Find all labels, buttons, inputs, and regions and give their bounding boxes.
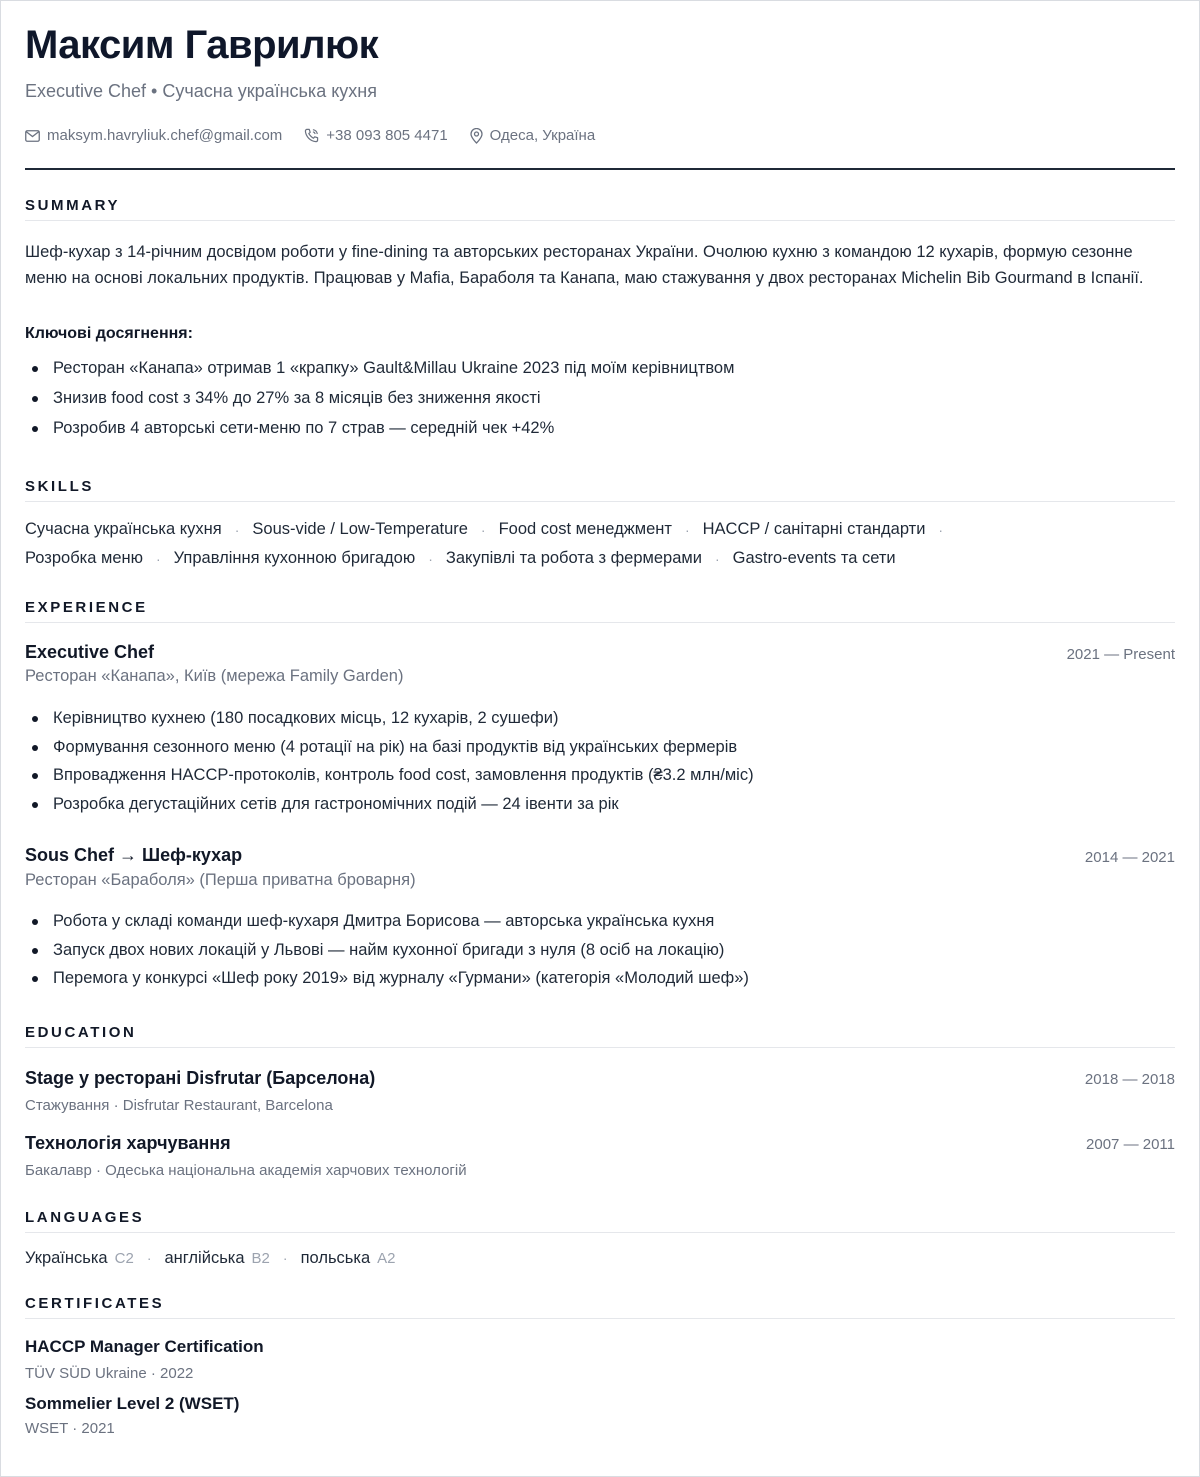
skill-item: Сучасна українська кухня bbox=[25, 520, 222, 538]
skill-item: Закупівлі та робота з фермерами bbox=[445, 549, 702, 567]
contact-location bbox=[470, 127, 596, 144]
skill-separator: · bbox=[156, 550, 161, 567]
candidate-name: Максим Гаврилюк bbox=[25, 23, 379, 67]
email-text: maksym.havryliuk.chef@gmail.com bbox=[47, 127, 283, 144]
skill-item: Gastro-events та сети bbox=[732, 549, 896, 567]
skills-row-2 bbox=[25, 549, 1175, 568]
certificate-title: HACCP Manager Certification bbox=[25, 1337, 264, 1356]
skill-item: HACCP / санітарні стандарти bbox=[702, 520, 926, 538]
language-separator: · bbox=[146, 1250, 152, 1266]
candidate-subtitle: Executive Chef • Сучасна українська кухня bbox=[25, 81, 377, 101]
skill-item: Food cost менеджмент bbox=[498, 520, 672, 538]
job-title: Executive Chef bbox=[25, 642, 155, 662]
education-dates: 2007 — 2011 bbox=[1086, 1136, 1175, 1153]
mail-icon bbox=[25, 130, 40, 142]
section-title-education: EDUCATION bbox=[25, 1024, 1175, 1048]
job-company: Ресторан «Бараболя» (Перша приватна броварня) bbox=[25, 871, 416, 889]
skill-item: Розробка меню bbox=[25, 549, 143, 567]
education-subtitle: Бакалавр · Одеська національна академія харчових технологій bbox=[25, 1162, 467, 1179]
job-company: Ресторан «Канапа», Київ (мережа Family Garden) bbox=[25, 667, 404, 685]
section-title-languages: LANGUAGES bbox=[25, 1209, 1175, 1233]
skill-separator: · bbox=[234, 521, 240, 538]
skill-separator: · bbox=[428, 550, 433, 567]
contact-phone[interactable] bbox=[304, 127, 447, 144]
phone-text: +38 093 805 4471 bbox=[326, 127, 448, 144]
education-dates: 2018 — 2018 bbox=[1084, 1071, 1175, 1088]
certificate-subtitle: TÜV SÜD Ukraine · 2022 bbox=[25, 1365, 194, 1382]
skill-separator: · bbox=[684, 521, 690, 538]
skill-separator: · bbox=[480, 521, 486, 538]
skill-separator: · bbox=[714, 550, 720, 567]
phone-icon bbox=[304, 128, 319, 143]
job-dates: 2021 — Present bbox=[1066, 646, 1175, 663]
list-item: Запуск двох нових локацій у Львові — найм кухонної бригади з нуля (8 осіб на локацію) bbox=[25, 940, 1175, 969]
language-level: B2 bbox=[251, 1250, 270, 1267]
location-pin-icon bbox=[470, 128, 483, 144]
education-subtitle: Стажування · Disfrutar Restaurant, Barcelona bbox=[25, 1097, 333, 1114]
job-title: Sous Chef → Шеф-кухар bbox=[25, 845, 243, 865]
section-title-summary: SUMMARY bbox=[25, 197, 1175, 221]
list-item: Ресторан «Канапа» отримав 1 «крапку» Gault&Millau Ukraine 2023 під моїм керівництвом bbox=[25, 358, 1175, 388]
list-item: Робота у складі команди шеф-кухаря Дмитра Борисова — авторська українська кухня bbox=[25, 911, 1175, 940]
education-title: Stage у ресторані Disfrutar (Барселона) bbox=[25, 1068, 376, 1088]
list-item: Формування сезонного меню (4 ротації на рік) на базі продуктів від українських фермерів bbox=[25, 737, 1175, 766]
education-title: Технологія харчування bbox=[25, 1133, 231, 1153]
section-title-certificates: CERTIFICATES bbox=[25, 1295, 1175, 1319]
skill-item: Управління кухонною бригадою bbox=[173, 549, 416, 567]
language-name: англійська bbox=[164, 1249, 245, 1267]
certificate-subtitle: WSET · 2021 bbox=[25, 1420, 115, 1437]
list-item: Розробка дегустаційних сетів для гастрономічних подій — 24 івенти за рік bbox=[25, 794, 1175, 823]
achievements-list bbox=[25, 358, 1175, 448]
list-item: Знизив food cost з 34% до 27% за 8 місяців без зниження якості bbox=[25, 388, 1175, 418]
language-separator: · bbox=[282, 1250, 288, 1266]
skill-separator: · bbox=[938, 521, 944, 538]
contact-row bbox=[25, 127, 595, 144]
list-item: Розробив 4 авторські сети-меню по 7 страв — середній чек +42% bbox=[25, 418, 1175, 448]
job-bullets bbox=[25, 708, 1175, 822]
location-text: Одеса, Україна bbox=[489, 127, 596, 144]
list-item: Перемога у конкурсі «Шеф року 2019» від журналу «Гурмани» (категорія «Молодий шеф») bbox=[25, 968, 1175, 997]
skill-item: Sous-vide / Low-Temperature bbox=[252, 520, 468, 538]
language-level: A2 bbox=[377, 1250, 396, 1267]
language-name: Українська bbox=[25, 1249, 108, 1267]
language-name: польська bbox=[300, 1249, 371, 1267]
skills-row-1 bbox=[25, 520, 1175, 539]
job-dates: 2014 — 2021 bbox=[1084, 849, 1175, 866]
certificate-title: Sommelier Level 2 (WSET) bbox=[25, 1394, 240, 1413]
contact-email[interactable] bbox=[25, 127, 282, 144]
job-bullets bbox=[25, 911, 1175, 997]
achievements-label: Ключові досягнення: bbox=[25, 325, 193, 342]
list-item: Керівництво кухнею (180 посадкових місць, 12 кухарів, 2 сушефи) bbox=[25, 708, 1175, 737]
section-title-skills: SKILLS bbox=[25, 478, 1175, 502]
list-item: Впровадження HACCP-протоколів, контроль food cost, замовлення продуктів (₴3.2 млн/міс) bbox=[25, 765, 1175, 794]
summary-text: Шеф-кухар з 14-річним досвідом роботи у fine-dining та авторських ресторанах України. Очолюю кухню з командою 12 кухарів, формую сезонне меню на основі локальних продуктів. Працював у Mafia, Бараболя та Канапа, маю стажування у двох ресторанах Michelin Bib Gourmand в Іспанії. bbox=[25, 243, 1144, 287]
languages-row bbox=[25, 1249, 396, 1268]
section-title-experience: EXPERIENCE bbox=[25, 599, 1175, 623]
header-divider bbox=[25, 168, 1175, 170]
language-level: C2 bbox=[114, 1250, 134, 1267]
